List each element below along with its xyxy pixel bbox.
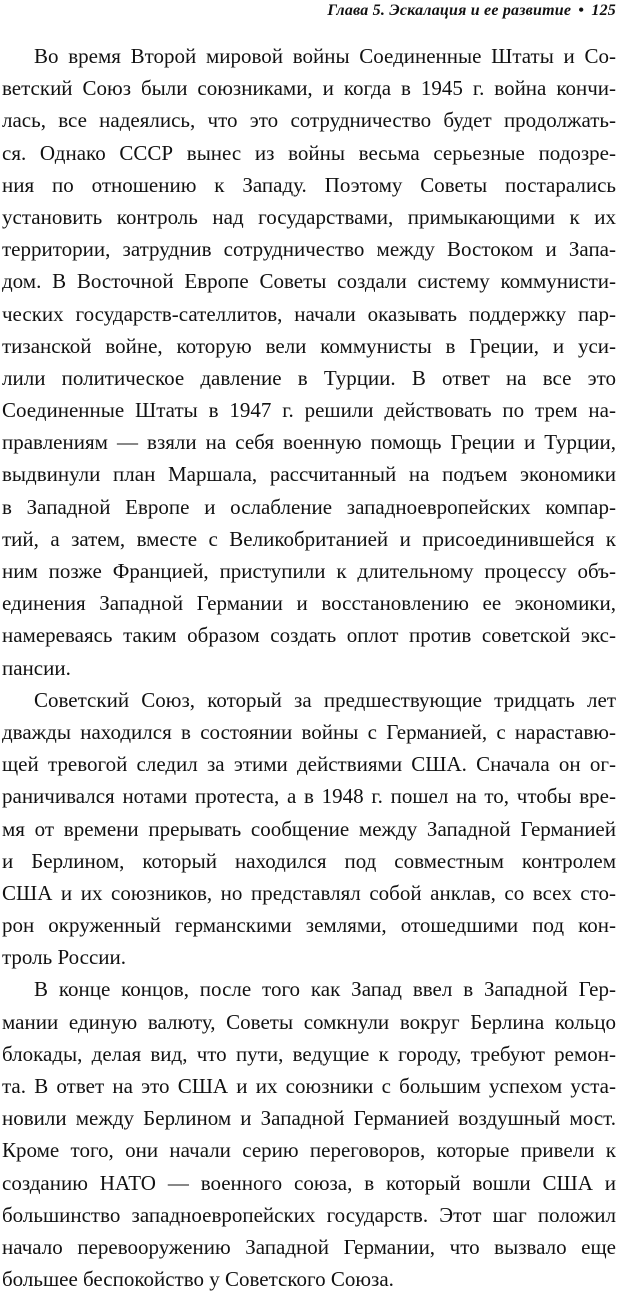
text-line: ческих государств-сателлитов, начали оказывать поддержку пар-	[2, 301, 616, 326]
text-line: и Берлином, который находился под совместным контролем	[2, 848, 616, 873]
running-head	[327, 2, 616, 20]
text-line: ветский Союз были союзниками, и когда в 1945 г. война кончи-	[2, 76, 616, 101]
text-line: та. В ответ на это США и их союзники с большим успехом уста-	[2, 1074, 616, 1098]
text-line: Советский Союз, который за предшествующие тридцать лет	[34, 687, 616, 712]
text-line: ся. Однако СССР вынес из войны весьма серьезные подозре-	[2, 140, 616, 165]
text-line: выдвинули план Маршала, рассчитанный на подъем экономики	[2, 462, 616, 487]
text-line: единения Западной Германии и восстановлению ее экономики,	[2, 591, 616, 616]
text-line: намереваясь таким образом создать оплот против советской экс-	[2, 623, 616, 648]
text-line: большее беспокойство у Советского Союза.	[2, 1267, 394, 1292]
text-line: мании единую валюту, Советы сомкнули вокруг Берлина кольцо	[2, 1009, 616, 1034]
text-line: правлениям — взяли на себя военную помощь Греции и Турции,	[2, 430, 616, 455]
chapter-title: Глава 5. Эскалация и ее развитие	[327, 2, 572, 19]
text-line: мя от времени прерывать сообщение между Западной Германией	[2, 816, 616, 841]
text-line: блокады, делая вид, что пути, ведущие к городу, требуют ремон-	[2, 1041, 616, 1066]
text-line: большинство западноевропейских государств. Этот шаг положил	[2, 1202, 616, 1227]
text-line: В конце концов, после того как Запад ввел в Западной Гер-	[34, 977, 616, 1002]
text-line: в Западной Европе и ослабление западноевропейских компар-	[2, 494, 616, 519]
text-line: Во время Второй мировой войны Соединенные Штаты и Со-	[34, 44, 616, 68]
bullet-separator: •	[578, 2, 585, 19]
text-line: США и их союзников, но представлял собой анклав, со всех сто-	[2, 880, 616, 905]
page-number: 125	[591, 2, 616, 19]
text-line: щей тревогой следил за этими действиями США. Сначала он ог-	[2, 752, 616, 777]
text-line: тизанской войне, которую вели коммунисты в Греции, и уси-	[2, 333, 616, 358]
text-line: дважды находился в состоянии войны с Германией, с нараставю-	[2, 719, 616, 744]
text-line: раничивался нотами протеста, а в 1948 г. пошел на то, чтобы вре-	[2, 784, 616, 809]
text-line: ния по отношению к Западу. Поэтому Советы постарались	[2, 172, 616, 197]
text-line: новили между Берлином и Западной Германией воздушный мост.	[2, 1106, 616, 1131]
text-line: Соединенные Штаты в 1947 г. решили действовать по трем на-	[2, 398, 616, 423]
text-line: тий, а затем, вместе с Великобританией и присоединившейся к	[2, 526, 616, 551]
text-line: начало перевооружению Западной Германии, что вызвало еще	[2, 1234, 616, 1259]
text-line: лась, все надеялись, что это сотрудничество будет продолжать-	[2, 108, 616, 133]
text-line: установить контроль над государствами, примыкающими к их	[2, 204, 616, 229]
text-line: Кроме того, они начали серию переговоров, которые привели к	[2, 1138, 616, 1163]
text-line: троль России.	[2, 945, 127, 970]
text-line: территории, затруднив сотрудничество между Востоком и Запа-	[2, 237, 616, 262]
text-line: рон окруженный германскими землями, отошедшими под кон-	[2, 913, 616, 938]
text-line: дом. В Восточной Европе Советы создали систему коммунисти-	[2, 269, 616, 294]
text-line: пансии.	[2, 655, 71, 680]
text-line: созданию НАТО — военного союза, в который вошли США и	[2, 1170, 616, 1195]
text-line: ним позже Францией, приступили к длительному процессу объ-	[2, 559, 616, 583]
text-line: лили политическое давление в Турции. В ответ на все это	[2, 365, 616, 390]
body-text	[2, 40, 616, 1295]
